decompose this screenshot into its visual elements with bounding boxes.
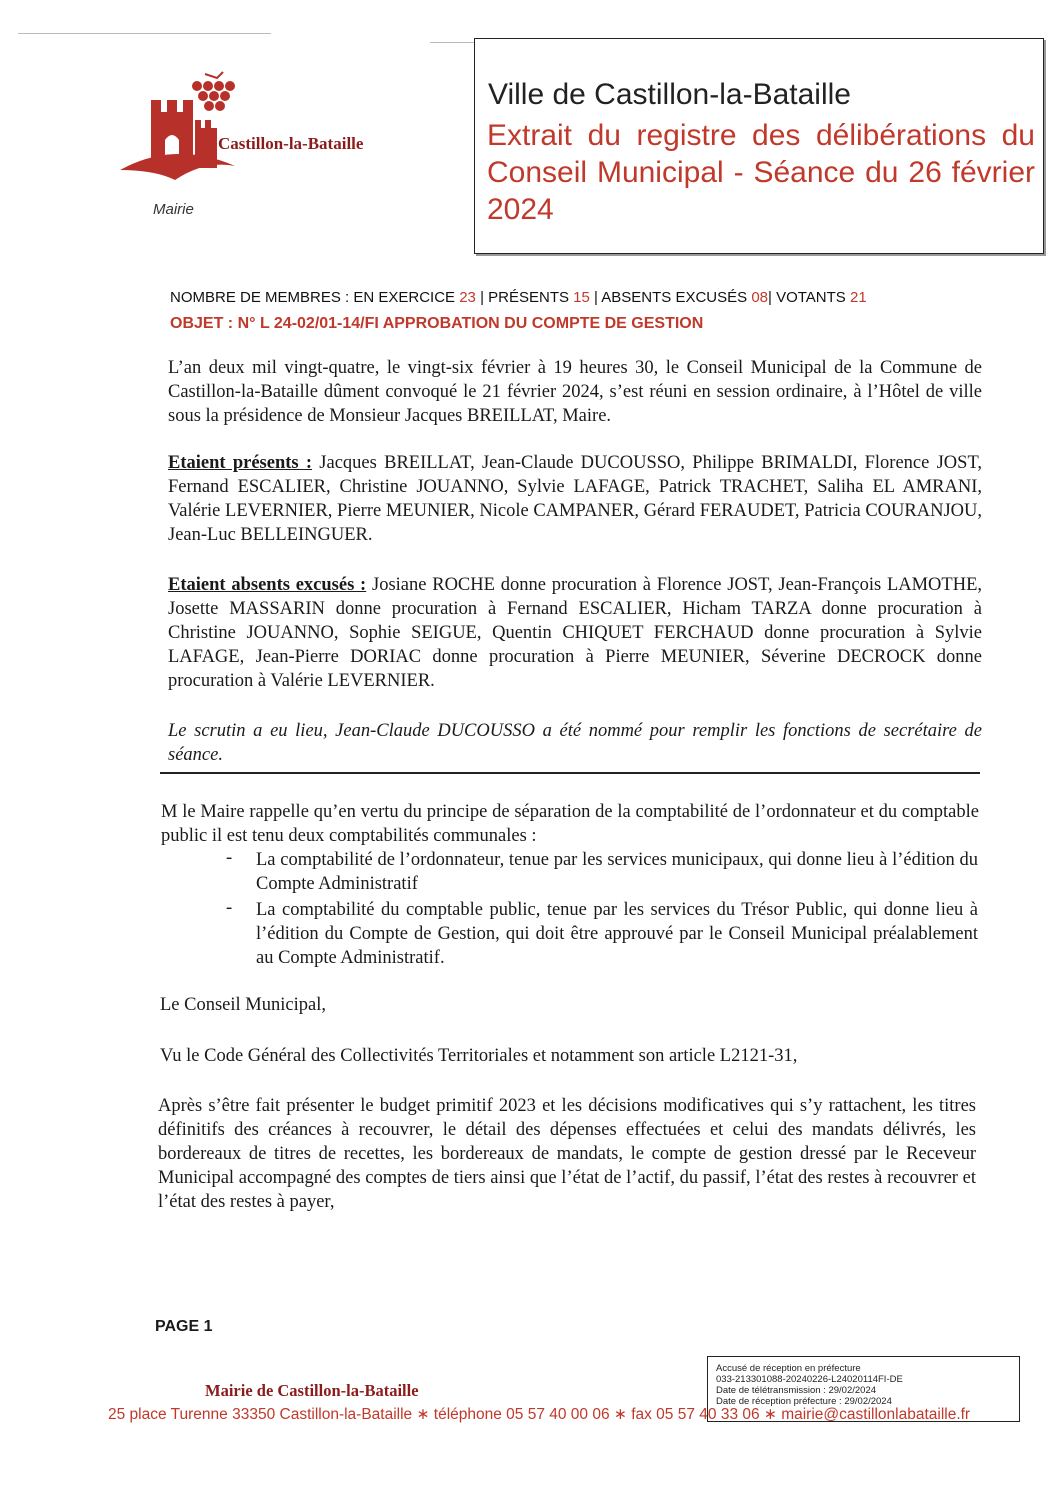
bullet-item: La comptabilité de l’ordonnateur, tenue par les services municipaux, qui donne lieu à l’édition du Compte Administratif bbox=[256, 850, 978, 894]
presents-label: Etaient présents : bbox=[168, 453, 313, 473]
bullet-item: La comptabilité du comptable public, tenue par les services du Trésor Public, qui donne lieu à l’édition du Compte de Gestion, qui doit être approuvé par le Conseil Municipal préalablement au Compte Administratif. bbox=[256, 900, 978, 968]
members-line bbox=[170, 289, 867, 306]
register-title: Extrait du registre des délibérations du Conseil Municipal - Séance du 26 février 2024 bbox=[487, 119, 1035, 226]
votants-label: | VOTANTS bbox=[768, 289, 846, 306]
stamp-line: Date de réception préfecture : 29/02/2024 bbox=[716, 1396, 892, 1407]
conseil-paragraph: Le Conseil Municipal, bbox=[160, 995, 326, 1015]
footer-town-hall: Mairie de Castillon-la-Bataille bbox=[205, 1381, 419, 1400]
votants-count: 21 bbox=[849, 289, 867, 306]
en-exercice-count: 23 bbox=[459, 289, 476, 306]
grapes-icon bbox=[192, 72, 235, 111]
prefecture-receipt-stamp bbox=[707, 1356, 1020, 1422]
swoosh-icon bbox=[120, 154, 235, 180]
absents-list: Josiane ROCHE donne procuration à Florence JOST, Jean-François LAMOTHE, Josette MASSARIN donne procuration à Fernand ESCALIER, Hicham TARZA donne procuration à Christine JOUANNO, Sophie SEIGUE, Quentin CHIQUET FERCHAUD donne procuration à Sylvie LAFAGE, Jean-Pierre DORIAC donne procuration à Pierre MEUNIER, Séverine DECROCK donne procuration à Valérie LEVERNIER. bbox=[168, 575, 982, 691]
apres-paragraph: Après s’être fait présenter le budget primitif 2023 et les décisions modificatives qui s’y rattachent, les titres définitifs des créances à recouvrer, le détail des dépenses effectuées et celui des mandats délivrés, les bordereaux de titres de recettes, les bordereaux de mandats, le compte de gestion dressé par le Receveur Municipal accompagné des comptes de tiers ainsi que l’état de l’actif, du passif, l’état des restes à recouvrer et l’état des restes à payer, bbox=[158, 1096, 976, 1212]
scrutin-paragraph: Le scrutin a eu lieu, Jean-Claude DUCOUSSO a été nommé pour remplir les fonctions de secrétaire de séance. bbox=[168, 721, 982, 765]
bullet-marker: - bbox=[226, 898, 233, 918]
objet-line: OBJET : N° L 24-02/01-14/FI APPROBATION DU COMPTE DE GESTION bbox=[170, 315, 704, 332]
presents-count: 15 bbox=[573, 289, 590, 306]
logo-town-name: Castillon-la-Bataille bbox=[218, 134, 364, 153]
city-title: Ville de Castillon-la-Bataille bbox=[488, 78, 851, 111]
scan-artifact-line bbox=[430, 42, 474, 43]
stamp-line: Date de télétransmission : 29/02/2024 bbox=[716, 1385, 877, 1396]
stamp-line: Accusé de réception en préfecture bbox=[716, 1363, 861, 1374]
absents-label: Etaient absents excusés : bbox=[168, 575, 367, 595]
bullet-marker: - bbox=[226, 848, 233, 868]
vu-paragraph: Vu le Code Général des Collectivités Territoriales et notamment son article L2121-31, bbox=[160, 1046, 798, 1066]
section-divider bbox=[160, 772, 980, 774]
footer-address: 25 place Turenne 33350 Castillon-la-Bataille ∗ téléphone 05 57 40 00 06 ∗ fax 05 57 40 33 06 ∗ mairie@castillonlabataille.fr bbox=[108, 1406, 971, 1423]
absents-paragraph bbox=[168, 573, 982, 693]
logo-subtitle: Mairie bbox=[153, 201, 194, 218]
absents-label: | ABSENTS EXCUSÉS bbox=[594, 289, 748, 306]
presents-paragraph bbox=[168, 451, 982, 547]
rappel-paragraph: M le Maire rappelle qu’en vertu du principe de séparation de la comptabilité de l’ordonnateur et du comptable public il est tenu deux comptabilités communales : bbox=[161, 802, 979, 846]
absents-count: 08 bbox=[751, 289, 769, 306]
page-number: PAGE 1 bbox=[155, 1318, 213, 1335]
presents-list: Jacques BREILLAT, Jean-Claude DUCOUSSO, Philippe BRIMALDI, Florence JOST, Fernand ESCALIER, Christine JOUANNO, Sylvie LAFAGE, Patrick TRACHET, Saliha EL AMRANI, Valérie LEVERNIER, Pierre MEUNIER, Nicole CAMPANER, Gérard FERAUDET, Patricia COURANJOU, Jean-Luc BELLEINGUER. bbox=[168, 453, 982, 545]
stamp-line: 033-213301088-20240226-L24020114FI-DE bbox=[716, 1374, 903, 1385]
presents-label: | PRÉSENTS bbox=[480, 289, 569, 306]
scan-artifact-line bbox=[18, 33, 271, 34]
en-exercice-label: NOMBRE DE MEMBRES : EN EXERCICE bbox=[170, 289, 456, 306]
intro-paragraph: L’an deux mil vingt-quatre, le vingt-six février à 19 heures 30, le Conseil Municipal de la Commune de Castillon-la-Bataille dûment convoqué le 21 février 2024, s’est réuni en session ordinaire, à l’Hôtel de ville sous la présidence de Monsieur Jacques BREILLAT, Maire. bbox=[168, 358, 982, 426]
